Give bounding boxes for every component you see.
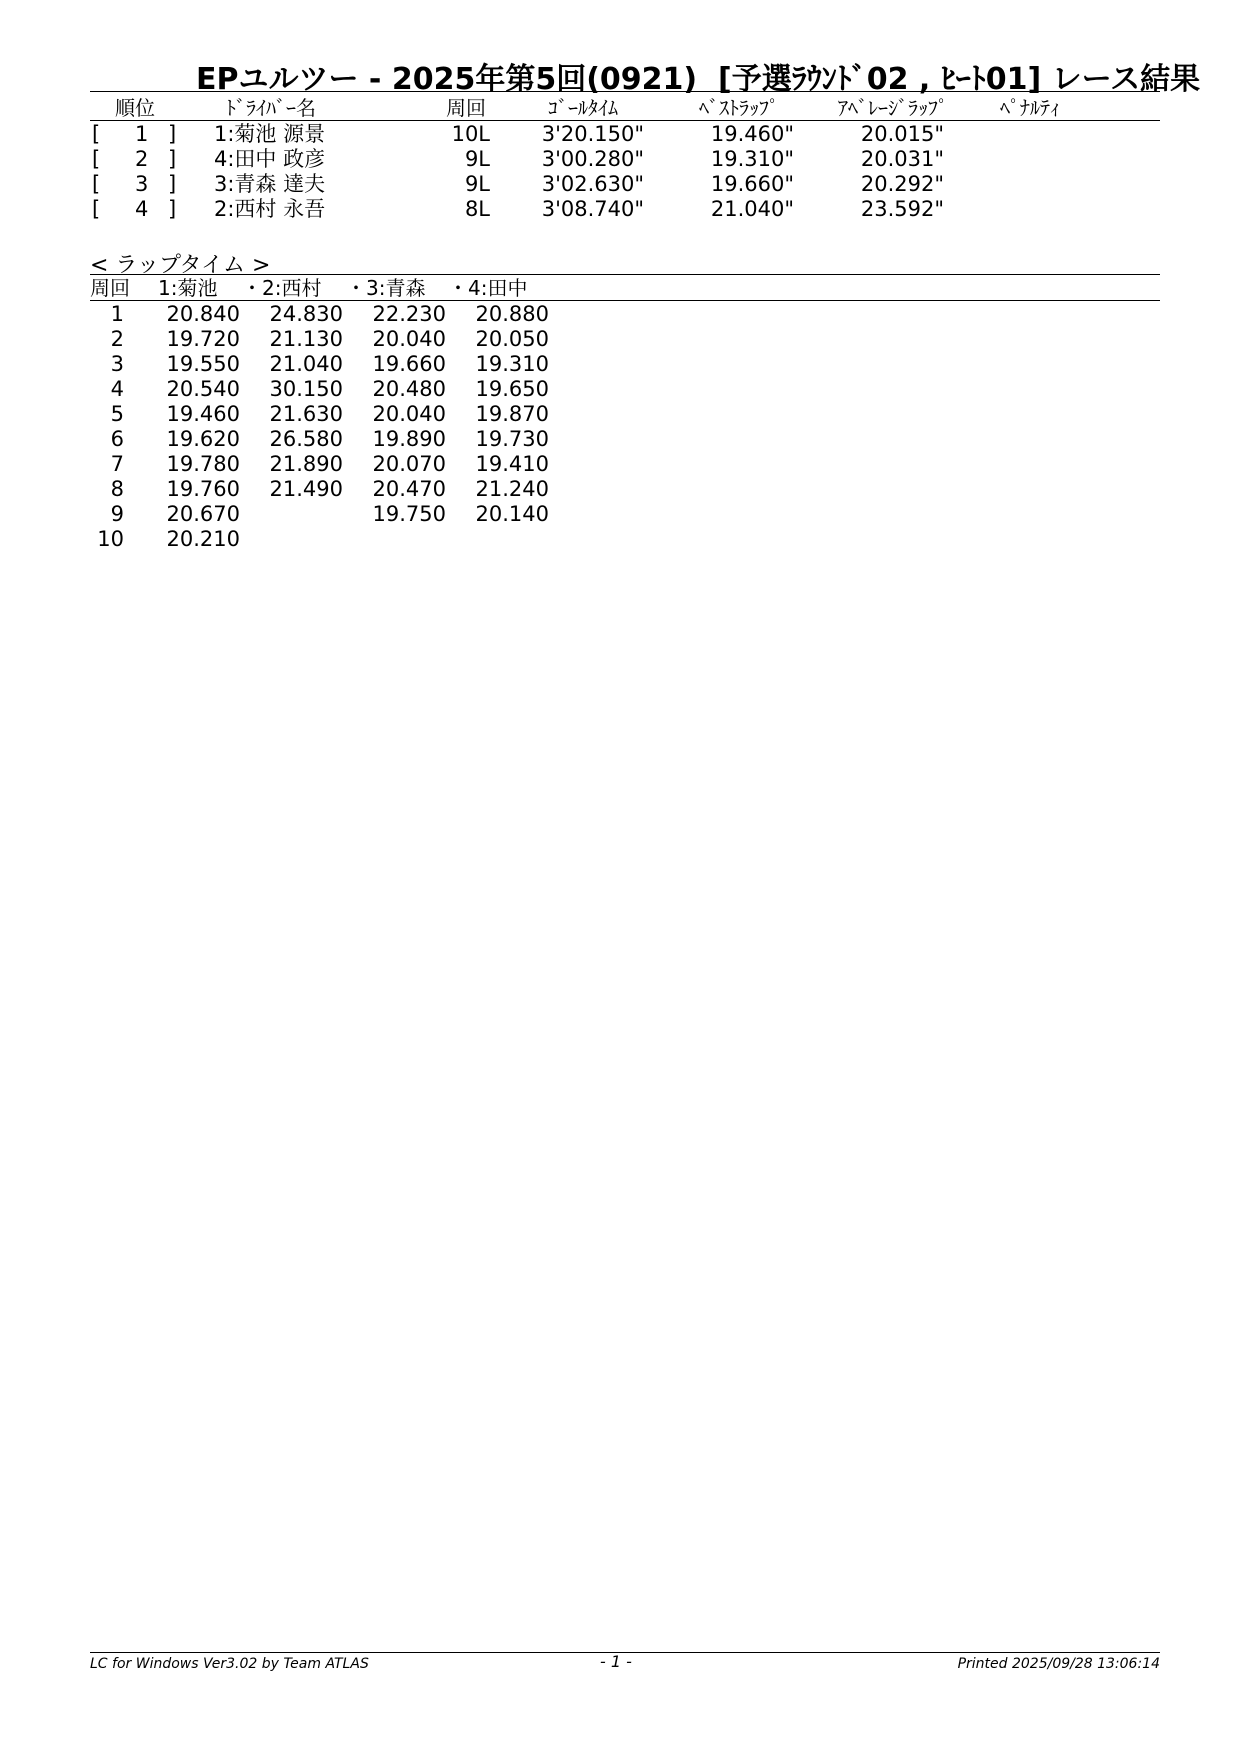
lap-number: 10 [97,527,124,551]
lap-time-driver-2: 26.580 [269,427,343,451]
average-lap: 20.015" [860,122,944,146]
lap-time-driver-1: 19.460 [166,402,240,426]
lap-time-driver-3: 19.890 [372,427,446,451]
driver-name: 3:青森 達夫 [214,172,326,196]
lap-time-driver-4: 19.870 [475,402,549,426]
goal-time: 3'02.630" [541,172,644,196]
rank-open-bracket: [ [92,197,101,221]
rank-value: 1 [135,122,149,146]
lap-number: 9 [110,502,124,526]
laptime-header-driver-4: ・4:田中 [448,276,528,300]
lap-number: 7 [110,452,124,476]
footer-page-number: - 1 - [600,1652,632,1671]
laptime-header-driver-1: 1:菊池 [158,276,218,300]
header-rank: 順位 [115,96,155,120]
goal-time: 3'00.280" [541,147,644,171]
lap-number: 3 [110,352,124,376]
average-lap: 20.292" [860,172,944,196]
average-lap: 20.031" [860,147,944,171]
header-avg-lap: ｱﾍﾞﾚｰｼﾞﾗｯﾌﾟ [838,96,948,120]
rank-close-bracket: ] [168,197,177,221]
lap-time-driver-2: 24.830 [269,302,343,326]
lap-count: 9L [464,172,490,196]
lap-number: 4 [110,377,124,401]
header-goal-time: ｺﾞｰﾙﾀｲﾑ [548,96,618,120]
average-lap: 23.592" [860,197,944,221]
lap-time-driver-4: 19.650 [475,377,549,401]
lap-time-driver-2: 21.630 [269,402,343,426]
lap-number: 6 [110,427,124,451]
header-laps: 周回 [446,96,486,120]
rank-close-bracket: ] [168,172,177,196]
rank-open-bracket: [ [92,172,101,196]
laptime-header-driver-2: ・2:西村 [242,276,322,300]
lap-number: 1 [110,302,124,326]
lap-time-driver-3: 20.480 [372,377,446,401]
lap-time-driver-1: 20.210 [166,527,240,551]
header-penalty: ﾍﾟﾅﾙﾃｨ [1000,96,1060,120]
lap-number: 8 [110,477,124,501]
rank-open-bracket: [ [92,122,101,146]
goal-time: 3'20.150" [541,122,644,146]
footer-software: LC for Windows Ver3.02 by Team ATLAS [90,1656,369,1672]
rank-close-bracket: ] [168,147,177,171]
rank-close-bracket: ] [168,122,177,146]
laptime-header-divider [90,300,1160,301]
rank-value: 4 [135,197,149,221]
rank-open-bracket: [ [92,147,101,171]
results-header-divider [90,120,1160,121]
laptime-header-driver-3: ・3:青森 [346,276,426,300]
lap-time-driver-4: 19.730 [475,427,549,451]
lap-count: 9L [464,147,490,171]
best-lap: 21.040" [710,197,794,221]
page-title: EPユルツー - 2025年第5回(0921) [予選ﾗｳﾝﾄﾞ02 , ﾋｰﾄ01] レース結果 [196,62,1201,97]
lap-time-driver-1: 20.670 [166,502,240,526]
header-best-lap: ﾍﾞｽﾄﾗｯﾌﾟ [699,96,779,120]
lap-time-driver-1: 19.760 [166,477,240,501]
header-driver: ﾄﾞﾗｲﾊﾞｰ名 [226,96,316,120]
lap-time-driver-1: 19.720 [166,327,240,351]
lap-time-driver-4: 20.880 [475,302,549,326]
lap-time-driver-2: 30.150 [269,377,343,401]
rank-value: 2 [135,147,149,171]
driver-name: 1:菊池 源景 [214,122,326,146]
lap-time-driver-4: 21.240 [475,477,549,501]
lap-count: 8L [464,197,490,221]
laptime-section-title: < ラップタイム > [90,253,271,278]
goal-time: 3'08.740" [541,197,644,221]
rank-value: 3 [135,172,149,196]
lap-time-driver-3: 22.230 [372,302,446,326]
best-lap: 19.660" [710,172,794,196]
lap-time-driver-4: 19.410 [475,452,549,476]
lap-time-driver-1: 19.620 [166,427,240,451]
lap-time-driver-1: 20.840 [166,302,240,326]
lap-count: 10L [451,122,490,146]
lap-time-driver-4: 20.140 [475,502,549,526]
lap-time-driver-3: 20.040 [372,327,446,351]
laptime-title-divider [90,274,1160,275]
lap-time-driver-2: 21.490 [269,477,343,501]
driver-name: 2:西村 永吾 [214,197,326,221]
best-lap: 19.310" [710,147,794,171]
lap-time-driver-3: 20.040 [372,402,446,426]
footer-printed-date: Printed 2025/09/28 13:06:14 [957,1656,1160,1672]
lap-time-driver-2: 21.040 [269,352,343,376]
lap-number: 5 [110,402,124,426]
driver-name: 4:田中 政彦 [214,147,326,171]
lap-time-driver-4: 19.310 [475,352,549,376]
lap-time-driver-3: 20.070 [372,452,446,476]
lap-time-driver-3: 19.660 [372,352,446,376]
lap-time-driver-2: 21.890 [269,452,343,476]
best-lap: 19.460" [710,122,794,146]
lap-time-driver-4: 20.050 [475,327,549,351]
lap-time-driver-1: 20.540 [166,377,240,401]
lap-number: 2 [110,327,124,351]
lap-time-driver-1: 19.780 [166,452,240,476]
laptime-header-lap: 周回 [90,276,130,300]
lap-time-driver-3: 20.470 [372,477,446,501]
lap-time-driver-2: 21.130 [269,327,343,351]
title-divider [90,91,1160,92]
lap-time-driver-3: 19.750 [372,502,446,526]
lap-time-driver-1: 19.550 [166,352,240,376]
